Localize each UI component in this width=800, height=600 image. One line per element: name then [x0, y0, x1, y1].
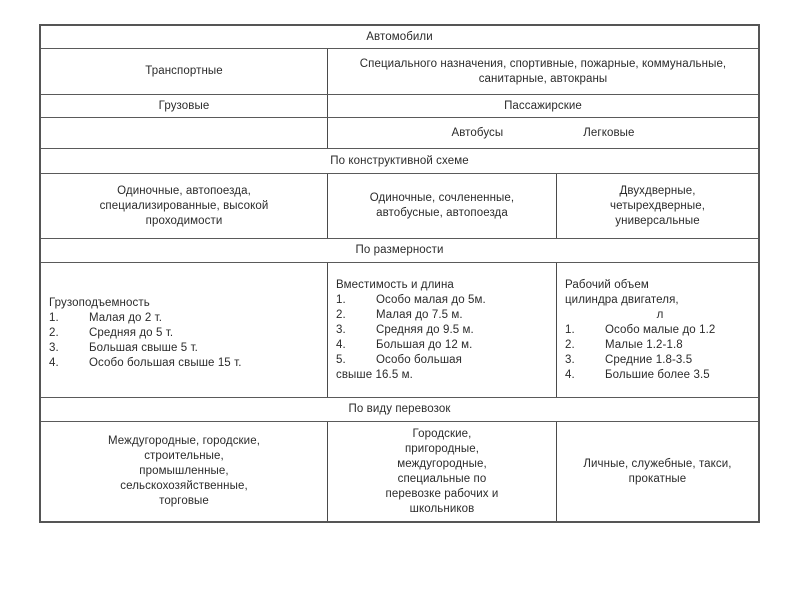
- table-row-transport: [41, 422, 758, 521]
- text-line: Междугородные, городские,: [108, 435, 260, 447]
- cell-special-purpose: Специального назначения, спортивные, пожарные, коммунальные, санитарные, автокраны: [327, 49, 758, 94]
- text-line: школьников: [409, 502, 475, 515]
- heading-size: По размерности: [355, 244, 444, 256]
- text-line: специальные по: [397, 472, 487, 485]
- list-title: Грузоподъемность: [49, 297, 150, 309]
- text-line: промышленные,: [139, 465, 229, 477]
- cell-transport-buses: [327, 422, 556, 521]
- table-row-size: [41, 263, 758, 398]
- cell-size-buses: [327, 263, 556, 397]
- text-line: четырехдверные,: [609, 199, 706, 212]
- list-item: 2. Средняя до 5 т.: [49, 327, 174, 339]
- cell-trucks: Грузовые: [158, 99, 210, 112]
- cell-size-trucks: [41, 263, 327, 397]
- section-heading-size: [41, 239, 758, 263]
- cell-passenger: Пассажирские: [327, 95, 758, 117]
- list-title: цилиндра двигателя,: [565, 294, 679, 306]
- table-row-construction: [41, 174, 758, 239]
- cell-passenger-subtypes: [327, 118, 758, 148]
- cell-construction-buses: [327, 174, 556, 238]
- cell-construction-cars: [556, 174, 758, 238]
- table-row-subtypes: [41, 118, 758, 149]
- text-line: строительные,: [144, 450, 224, 462]
- text-line: прокатные: [628, 472, 687, 485]
- cell-size-cars: [556, 263, 758, 397]
- cell-transport-cars: [556, 422, 758, 521]
- label-cars: Легковые: [583, 126, 635, 139]
- text-line: перевозке рабочих и: [385, 487, 499, 500]
- heading-transport: По виду перевозок: [348, 403, 451, 415]
- cell-transport-trucks: [41, 422, 327, 521]
- text-line: Одиночные, сочлененные,: [369, 192, 515, 204]
- text-line: Городские,: [412, 427, 472, 440]
- list-item: 4. Большие более 3.5: [565, 369, 710, 381]
- list-item: 5. Особо большая: [336, 354, 462, 366]
- text-line: междугородные,: [397, 457, 487, 470]
- cell-transport: Транспортные: [145, 65, 223, 77]
- text-line: специализированные, высокой: [99, 199, 269, 212]
- table-row-purpose: [41, 49, 758, 95]
- list-item: 3. Средняя до 9.5 м.: [336, 324, 474, 336]
- section-heading-transport: [41, 398, 758, 422]
- label-buses: Автобусы: [451, 126, 504, 139]
- list-item: 2. Малая до 7.5 м.: [336, 309, 463, 321]
- table-row-types: [41, 95, 758, 118]
- text-line: проходимости: [145, 214, 223, 227]
- text-line: сельскохозяйственные,: [120, 480, 248, 492]
- text-line: Личные, служебные, такси,: [583, 457, 732, 470]
- text-line: Одиночные, автопоезда,: [117, 184, 251, 197]
- text-line: универсальные: [615, 214, 700, 227]
- text-line: торговые: [159, 495, 209, 507]
- cell-empty: [41, 118, 327, 148]
- section-heading-construction: [41, 149, 758, 174]
- text-line: пригородные,: [404, 442, 480, 455]
- list-item: 1. Малая до 2 т.: [49, 312, 163, 324]
- list-item: 4. Большая до 12 м.: [336, 339, 473, 351]
- text-line: автобусные, автопоезда: [376, 207, 508, 219]
- list-item: 4. Особо большая свыше 15 т.: [49, 357, 242, 369]
- table-row-title: [41, 26, 758, 49]
- table-title: Автомобили: [366, 30, 433, 43]
- classification-table: [39, 24, 760, 523]
- list-tail: свыше 16.5 м.: [336, 369, 413, 381]
- cell-construction-trucks: [41, 174, 327, 238]
- list-item: 1. Особо малая до 5м.: [336, 294, 486, 306]
- unit-label: л: [656, 309, 664, 321]
- text-line: Двухдверные,: [619, 184, 696, 197]
- heading-construction: По конструктивной схеме: [330, 154, 469, 167]
- list-item: 1. Особо малые до 1.2: [565, 324, 716, 336]
- list-item: 3. Средние 1.8-3.5: [565, 354, 693, 366]
- list-title: Рабочий объем: [565, 279, 649, 291]
- list-item: 2. Малые 1.2-1.8: [565, 339, 683, 351]
- list-item: 3. Большая свыше 5 т.: [49, 342, 198, 354]
- list-title: Вместимость и длина: [336, 279, 454, 291]
